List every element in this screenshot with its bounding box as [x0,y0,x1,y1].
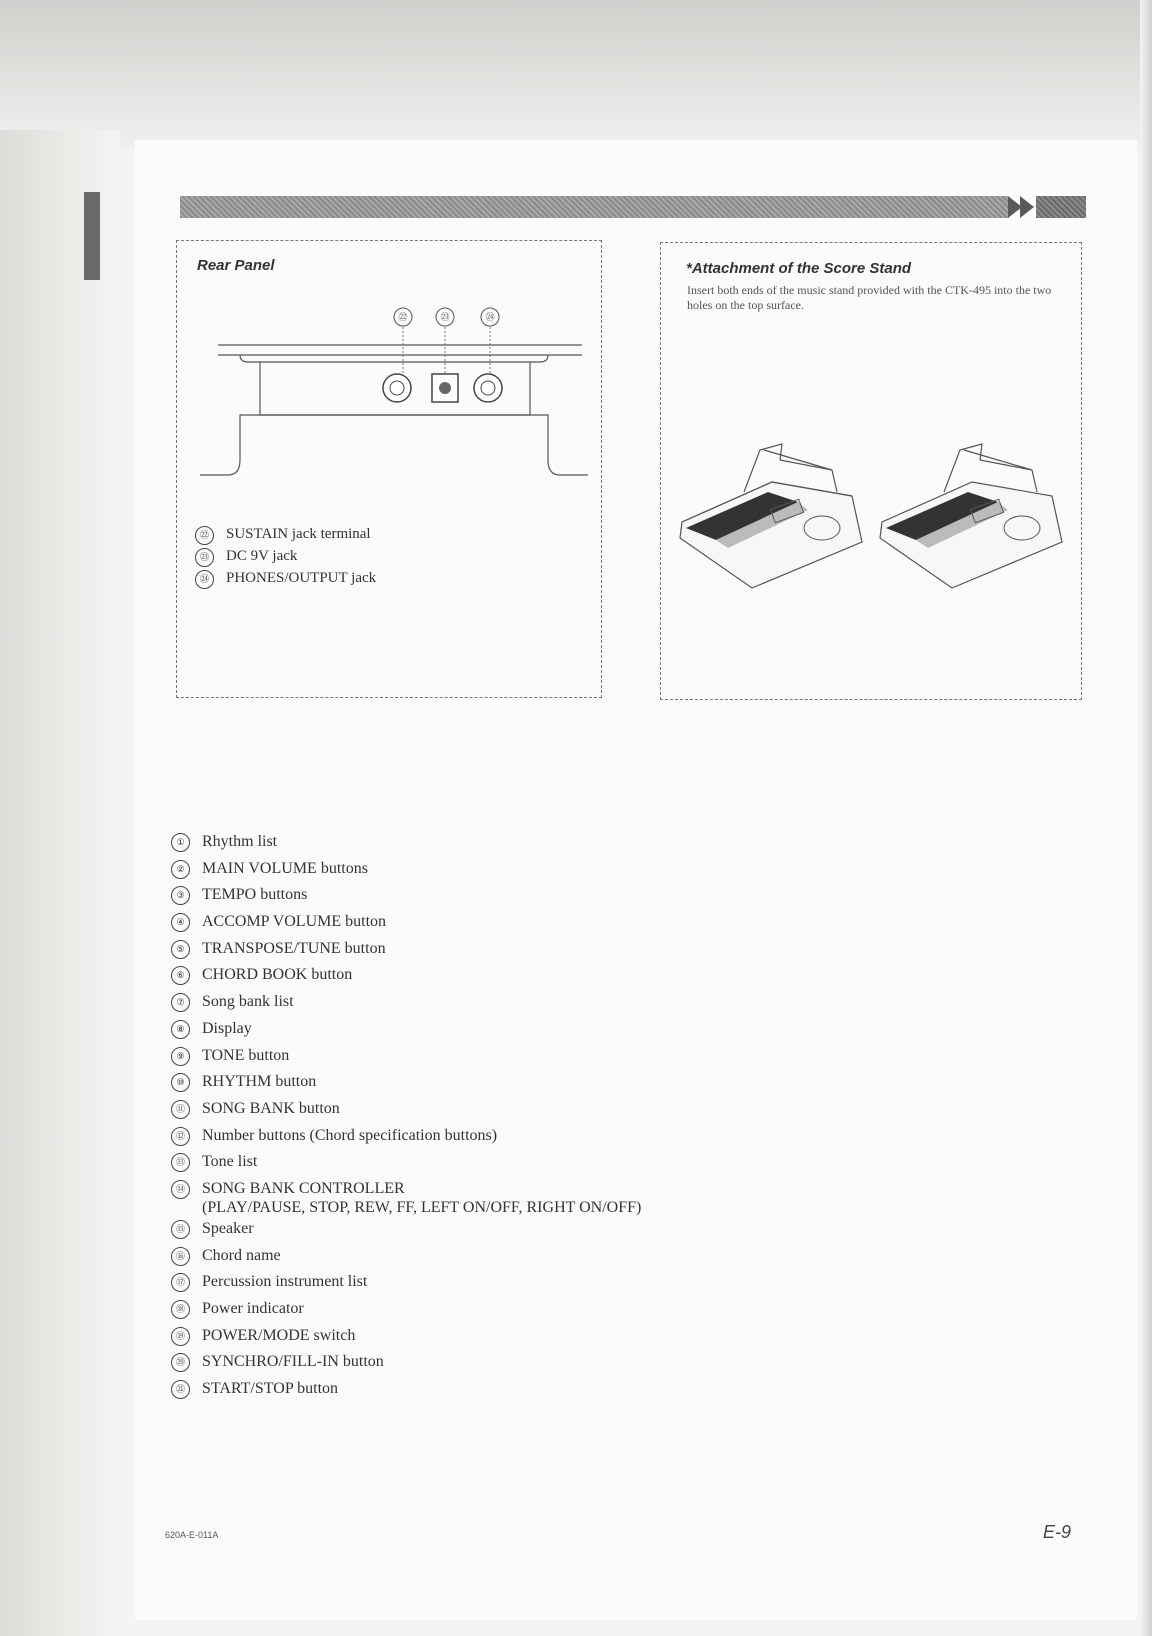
callout-24: ㉔ [485,312,495,322]
score-stand-text: Insert both ends of the music stand provided with the CTK-495 into the two holes on the top surface. [687,283,1052,312]
rear-panel-legend [195,526,376,592]
item-label: SONG BANK button [202,1099,340,1117]
list-item [171,990,641,1017]
item-label: SYNCHRO/FILL-IN button [202,1353,384,1371]
list-item [171,1097,641,1124]
list-item [171,1177,641,1217]
item-label: POWER/MODE switch [202,1326,356,1344]
item-label: DC 9V jack [226,548,298,564]
item-number: ⑪ [171,1100,190,1119]
item-number: ⑮ [171,1220,190,1239]
chevron-right-icon [1020,196,1034,218]
item-label: Tone list [202,1153,258,1171]
item-number: ⑬ [171,1153,190,1172]
item-number: ① [171,833,190,852]
list-item [171,1297,641,1324]
item-number: ⑰ [171,1273,190,1292]
item-number: ⑨ [171,1047,190,1066]
scan-shadow-right [1140,0,1152,1636]
list-item [171,1044,641,1071]
item-number: ④ [171,913,190,932]
score-stand-title: *Attachment of the Score Stand [686,260,912,277]
item-label: Chord name [202,1246,281,1264]
item-number: ㉑ [171,1380,190,1399]
list-item [171,1377,641,1404]
item-number: ㉓ [195,548,214,567]
document-code: 620A-E-011A [165,1530,219,1540]
item-label: Display [202,1019,252,1037]
item-label: ACCOMP VOLUME button [202,913,387,931]
list-item [171,1017,641,1044]
rear-panel-title: Rear Panel [197,257,275,274]
item-number: ⑦ [171,993,190,1012]
parts-list [171,830,641,1404]
item-label: Power indicator [202,1300,304,1317]
item-label: TONE button [202,1046,290,1064]
item-number: ⑭ [171,1180,190,1199]
item-number: ⑧ [171,1020,190,1039]
page-number: E-9 [1043,1522,1072,1542]
scan-shadow-top [0,0,1152,150]
keyboard-stand-illustration [672,430,1072,600]
list-item [171,1324,641,1351]
list-item [171,1270,641,1297]
list-item [171,1217,641,1244]
item-label: MAIN VOLUME buttons [202,859,368,877]
list-item [171,910,641,937]
item-number: ⑫ [171,1127,190,1146]
item-label: Percussion instrument list [202,1273,368,1291]
item-number: ⑲ [171,1327,190,1346]
list-item [171,883,641,910]
list-item [171,963,641,990]
list-item [171,937,641,964]
item-label: Number buttons (Chord specification buttons) [202,1126,498,1144]
item-number: ② [171,860,190,879]
list-item [171,830,641,857]
item-label: TRANSPOSE/TUNE button [202,939,386,957]
header-band-end [1036,196,1086,218]
item-label: CHORD BOOK button [202,966,353,984]
item-label: START/STOP button [202,1380,339,1398]
item-label-detail: (PLAY/PAUSE, STOP, REW, FF, LEFT ON/OFF, RIGHT ON/OFF) [202,1198,642,1216]
item-number: ⑱ [171,1300,190,1319]
list-item [171,1244,641,1271]
legend-item [195,570,376,592]
item-number: ⑯ [171,1247,190,1266]
list-item [171,1124,641,1151]
list-item [171,1070,641,1097]
item-label: RHYTHM button [202,1073,317,1091]
item-label: Song bank list [202,993,294,1011]
item-label: SUSTAIN jack terminal [226,526,371,542]
header-band [180,196,1008,218]
scan-shadow-left [0,130,120,1636]
list-item [171,1350,641,1377]
item-label: PHONES/OUTPUT jack [226,570,377,586]
item-number: ⑳ [171,1353,190,1372]
item-label: Rhythm list [202,833,278,850]
item-number: ③ [171,886,190,905]
list-item [171,1150,641,1177]
item-number: ⑥ [171,966,190,985]
item-number: ⑩ [171,1073,190,1092]
item-label: TEMPO buttons [202,886,308,904]
legend-item [195,548,376,570]
callout-22: ㉒ [398,312,408,322]
item-number: ㉒ [195,526,214,545]
callout-23: ㉓ [440,312,450,322]
item-number: ⑤ [171,940,190,959]
item-number: ㉔ [195,570,214,589]
rear-panel-illustration [200,300,590,490]
item-label: SONG BANK CONTROLLER [202,1179,405,1197]
section-tab [84,192,100,280]
legend-item [195,526,376,548]
item-label: Speaker [202,1219,254,1237]
list-item [171,857,641,884]
